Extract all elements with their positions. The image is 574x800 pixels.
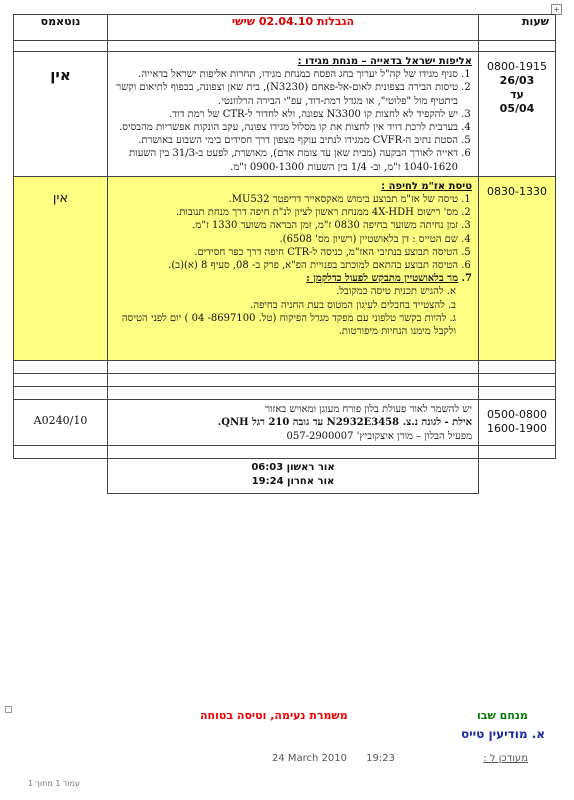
- list-item: 6. הטיסה תבוצע בהתאם למוכתב בפנויית הפ"א, פרק ב- 08, סעיף 8 (א)(ב).: [112, 259, 458, 272]
- notams-cell: A0240/10: [14, 400, 108, 446]
- list-item: 6. דאייה לאורך הבקעה (מבית שאן עד צומת אדם), מאושרת, לפעט ב-31/3 בין השעות 1040-1620 ז"מ, וב- 1/4 בין השעות 0900-1300 ז"מ.: [112, 147, 458, 173]
- shift-wish: משמרת נעימה, וטיסה בטוחה: [200, 709, 348, 722]
- table-row: [14, 52, 556, 177]
- notams-cell: אין: [14, 52, 108, 177]
- updated-time: 19:23: [366, 753, 395, 764]
- list-item: 4. שם הטייס : דן בלאושטיין (רשיון מס' 6508).: [112, 233, 458, 246]
- empty-row: [14, 361, 556, 374]
- hours-header: שעות: [479, 15, 556, 41]
- restriction-description: [108, 52, 479, 177]
- balloon-line: מפעיל הבלון – מורן איצקוביץ' 057-2900007: [286, 430, 472, 442]
- time-range: 0830-1330: [487, 184, 547, 198]
- date-from: 26/03: [499, 74, 535, 87]
- restriction-description: [108, 400, 479, 446]
- time-cell: [479, 176, 556, 360]
- time-range: 0800-1915: [487, 60, 547, 73]
- list-item: 7. מר בלאושטיין מתבקש לפעול כדלקמן :: [112, 272, 458, 285]
- list-item: 2. טיסות הבירה בצפונית לאום-אל-פאחם (N3230), בית שאן וצפונה, בכפוף לתיאום וקשר ביתטיף מול "פלוטי", או מגדל רמת-דוד, עפ"י הבירה הרלוונטי.: [112, 81, 458, 107]
- table-row: [14, 176, 556, 360]
- list-item: 5. הסטת נתיב ה-CVFR ממגידו לנתיב עוקף מצפון דרך חסידים בימי השבוע באושרת.: [112, 134, 458, 147]
- first-light: אור ראשון 06:03: [251, 461, 335, 473]
- restrictions-table: [13, 14, 556, 494]
- until-label: עד: [510, 88, 524, 101]
- balloon-line: יש להשמר לאור פעולת בלון פורח מעוגן ומאויש באזור: [265, 404, 472, 416]
- date-title-header: הגבלות 02.04.10 שישי: [108, 15, 479, 41]
- sub-item: א. להגיש תכנית טיסה כמקובל.: [336, 286, 456, 298]
- section-title: טיסת אז"מ לחיפה :: [381, 180, 472, 192]
- table-header-row: [14, 15, 556, 41]
- sub-item: ב. להצטייד בחבלים לעיגון המטוס בעת החניה בחיפה.: [250, 299, 456, 311]
- empty-row: [14, 387, 556, 400]
- spacer-row: [14, 41, 556, 52]
- last-light: אור אחרון 19:24: [251, 475, 335, 487]
- list-item: 3. יש להקפיד לא לחצות קו N3300 צפונה, ולא לחדור ל-CTR של רמת דוד.: [112, 108, 458, 121]
- resize-handle-icon[interactable]: [5, 706, 12, 713]
- duty-officer: מנחם שבו: [477, 709, 528, 722]
- list-item: 1. טיסה של אז"מ תבוצע בימוש מאקסאייר דריפטר MU532.: [112, 193, 458, 206]
- restriction-list: [112, 193, 472, 285]
- list-item: 5. הטיסה תבוצע בנתיבי האז"מ, כניסה ל-CTR חיפה דרך כפר חסידים.: [112, 246, 458, 259]
- time-cell: [479, 52, 556, 177]
- balloon-line: אילת - לגונה נ.צ. N2932E3458 עד גובה 210 רגל QNH.: [217, 417, 472, 429]
- list-item: 4. בערבית לרכת דויד אין לחצות את קו מסלול מגידו צפונה, עקב הונקות אפשריות מהבסיס.: [112, 121, 458, 134]
- empty-row: [14, 374, 556, 387]
- restriction-description: [108, 176, 479, 360]
- notams-cell: אין: [14, 176, 108, 360]
- list-item: 1. סניף מגידו של קה"ל יערוך בחג הפסח במנחת מגידו, תחרות אליפות ישראל בדאייה.: [112, 68, 458, 81]
- empty-row: [14, 445, 556, 458]
- time-range: 1600-1900: [487, 422, 547, 436]
- updated-text: מעודכן ל :: [483, 753, 528, 764]
- signer-name: א. מודיעין טייס: [460, 727, 545, 741]
- time-range: 0500-0800: [487, 408, 547, 422]
- lights-row: [14, 458, 556, 493]
- date-to: 05/04: [499, 102, 535, 115]
- page-number: עמוד 1 מתוך 1: [28, 779, 80, 788]
- update-stamp: [272, 753, 395, 764]
- sub-item: ג. להיות בקשר טלפוני עם מפקד מגדל הפיקוח (טל. 8697100- 04 ) יום לפני הטיסה ולקבל מימנו הנחיות מיפורטות.: [121, 312, 456, 338]
- section-title: אליפות ישראל בדאייה – מנחת מגידו :: [297, 56, 472, 67]
- time-cell: [479, 400, 556, 446]
- notams-header: נוטאמס: [14, 15, 108, 41]
- updated-date: 24 March 2010: [272, 753, 348, 764]
- list-item: 3. זמן נחיתה משוער בחיפה 0830 ז"מ, זמן הבראה משוער 1330 ז"מ.: [112, 219, 458, 232]
- list-item: 2. מס' רישום 4X-HDH ממנחת ראשון לציון לנ"ת חיפה דרך מנחת תנובות.: [112, 206, 458, 219]
- daylight-times: [108, 458, 479, 493]
- table-move-handle-icon[interactable]: +: [551, 4, 562, 15]
- restriction-list: [112, 68, 472, 174]
- table-row: [14, 400, 556, 446]
